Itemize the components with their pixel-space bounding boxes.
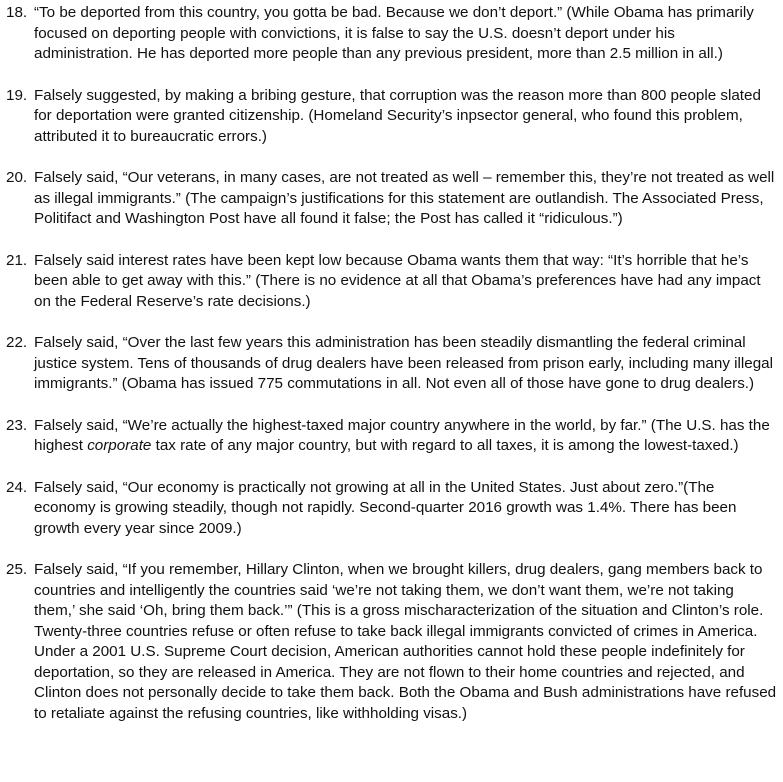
list-item-23 (6, 416, 777, 457)
item-text: Falsely said interest rates have been kept low because Obama wants them that way: “It’s horrible that he’s been able to get away with this.” (There is no evidence at all that Obama’s preferences have had any impact on the Federal Reserve’s rate decisions.) (34, 251, 761, 310)
item-number: 24. (6, 478, 28, 496)
item-text-after: tax rate of any major country, but with regard to all taxes, it is among the lowest-taxed.) (151, 437, 739, 454)
list-item-25 (6, 560, 777, 724)
item-text: Falsely said, “Our veterans, in many cases, are not treated as well – remember this, they’re not treated as well as illegal immigrants.” (The campaign’s justifications for this statement are outlandish. The Associated Press, Politifact and Washington Post have all found it false; the Post has called it “ridiculous.”) (34, 169, 775, 227)
list-item-22 (6, 333, 777, 395)
list-item-18 (6, 3, 777, 65)
item-text-emphasis: corporate (87, 437, 152, 454)
item-text (34, 416, 777, 457)
item-text: Falsely said, “Over the last few years this administration has been steadily dismantling the federal criminal justice system. Tens of thousands of drug dealers have been released from prison early, including many illegal immigrants.” (Obama has issued 775 commutations in all. Not even all of those have gone to drug dealers.) (34, 334, 773, 392)
list-item-19 (6, 86, 777, 148)
list-item-21 (6, 251, 777, 313)
item-number: 19. (6, 86, 28, 104)
item-number: 25. (6, 561, 28, 578)
item-text: “To be deported from this country, you gotta be bad. Because we don’t deport.” (While Obama has primarily focused on deporting people with convictions, it is false to say the U.S. doesn’t deport under his administration. He has deported more people than any previous president, more than 2.5 million in all.) (34, 4, 754, 62)
item-text: Falsely suggested, by making a bribing gesture, that corruption was the reason more than 800 people slated for deportation were granted citizenship. (Homeland Security’s inpsector general, who found this problem, attributed it to bureaucratic errors.) (34, 86, 761, 145)
item-number: 18. (6, 4, 28, 21)
item-text: Falsely said, “Our economy is practically not growing at all in the United States. Just about zero.”(The economy is growing steadily, though not rapidly. Second-quarter 2016 growth was 1.4%. There has been growth every year since 2009.) (34, 478, 737, 537)
item-text: Falsely said, “If you remember, Hillary Clinton, when we brought killers, drug dealers, gang members back to countries and intelligently the countries said ‘we’re not taking them, we don’t want them, we’re not taking them,’ she said ‘Oh, bring them back.’” (This is a gross mischaracterization of the situation and Clinton’s role. Twenty-three countries refuse or often refuse to take back illegal immigrants convicted of crimes in America. Under a 2001 U.S. Supreme Court decision, American authorities cannot hold these people indefinitely for deportation, so they are released in America. They are not flown to their home countries and rejected, and Clinton does not personally decide to take them back. Both the Obama and Bush administrations have refused to retaliate against the refusing countries, like withholding visas.) (34, 561, 777, 722)
list-item-20 (6, 168, 777, 230)
list-item-24 (6, 478, 777, 540)
item-number: 20. (6, 169, 28, 186)
item-number: 22. (6, 334, 28, 351)
item-text-before: Falsely said, “We’re actually the highest-taxed major country anywhere in the world, by far.” (The U.S. has the highest (34, 416, 770, 454)
item-number: 23. (6, 416, 28, 434)
item-number: 21. (6, 251, 28, 269)
